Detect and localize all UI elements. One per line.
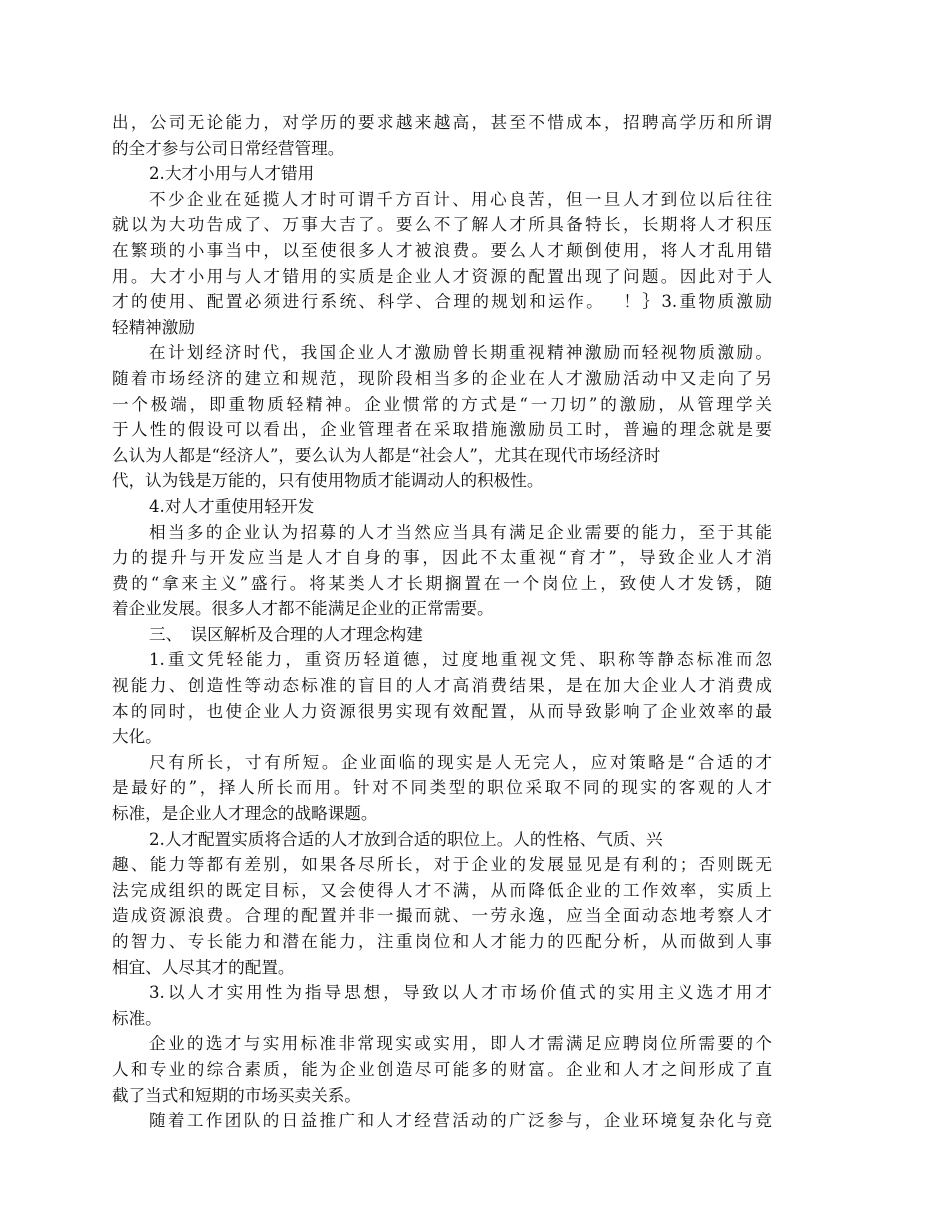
text-line: 出，公司无论能力，对学历的要求越来越高，甚至不惜成本，招聘高学历和所谓 (112, 113, 772, 132)
text-line: 用。大才小用与人才错用的实质是企业人才资源的配置出现了问题。因此对于人 (112, 266, 772, 286)
text-line: 的智力、专长能力和潜在能力，注重岗位和人才能力的匹配分析，从而做到人事 (112, 932, 772, 951)
text-line: 相当多的企业认为招募的人才当然应当具有满足企业需要的能力，至于其能 (149, 522, 772, 542)
text-line: 1.重文凭轻能力，重资历轻道德，过度地重视文凭、职称等静态标准而忽 (149, 650, 772, 670)
section-heading: 2.大才小用与人才错用 (149, 164, 315, 184)
text-line: 代，认为钱是万能的，只有使用物质才能调动人的积极性。 (112, 471, 544, 491)
text-line: 大化。 (112, 727, 162, 747)
text-line: 一个极端，即重物质轻精神。企业惯常的方式是“一刀切”的激励，从管理学关 (112, 394, 772, 414)
text-line: 企业的选才与实用标准非常现实或实用，即人才需满足应聘岗位所需要的个 (149, 1034, 772, 1054)
document-page (112, 110, 772, 1134)
text-line: 标准。 (112, 1008, 162, 1028)
text-line: 么认为人都是“经济人”，要么认为人都是“社会人”，尤其在现代市场经济时 (112, 445, 661, 465)
text-line: 的全才参与公司日常经营管理。 (112, 138, 345, 158)
text-line: 不少企业在延揽人才时可谓千方百计、用心良苦，但一旦人才到位以后往往 (149, 189, 772, 209)
text-line: 就以为大功告成了、万事大吉了。要么不了解人才所具备特长，长期将人才积压 (112, 215, 772, 235)
text-line: 趣、能力等都有差别，如果各尽所长，对于企业的发展显见是有利的；否则既无 (112, 855, 772, 875)
text-line: 于人性的假设可以看出，企业管理者在采取措施激励员工时，普遍的理念就是要 (112, 420, 772, 440)
text-line: 随着工作团队的日益推广和人才经营活动的广泛参与，企业环境复杂化与竞 (149, 1111, 772, 1131)
text-line: 3.以人才实用性为指导思想，导致以人才市场价值式的实用主义选才用才 (149, 983, 772, 1003)
text-line: 才的使用、配置必须进行系统、科学、合理的规划和运作。 ！｝3.重物质激励 (112, 292, 772, 312)
section-heading: 4.对人才重使用轻开发 (149, 496, 315, 516)
text-line: 截了当式和短期的市场买卖关系。 (112, 1085, 361, 1105)
text-line: 本的同时，也使企业人力资源很男实现有效配置，从而导致影响了企业效率的最 (112, 701, 772, 721)
text-line: 相宜、人尽其才的配置。 (112, 957, 295, 977)
text-line: 费的“拿来主义”盛行。将某类人才长期搁置在一个岗位上，致使人才发锈，随 (112, 573, 772, 593)
text-line: 是最好的”，择人所长而用。针对不同类型的职位采取不同的现实的客观的人才 (112, 778, 772, 798)
text-line: 视能力、创造性等动态标准的盲目的人才高消费结果，是在加大企业人才消费成 (112, 676, 772, 696)
text-line: 力的提升与开发应当是人才自身的事，因此不太重视“育才”，导致企业人才消 (112, 548, 772, 568)
text-line: 轻精神激励 (112, 317, 195, 337)
text-line: 2.人才配置实质将合适的人才放到合适的职位上。人的性格、气质、兴 (149, 829, 663, 849)
text-line: 标准，是企业人才理念的战略课题。 (112, 804, 378, 824)
text-line: 随着市场经济的建立和规范，现阶段相当多的企业在人才激励活动中又走向了另 (112, 368, 772, 388)
text-line: 在计划经济时代，我国企业人才激励曾长期重视精神激励而轻视物质激励。 (149, 343, 772, 363)
text-line: 在繁琐的小事当中，以至使很多人才被浪费。要么人才颠倒使用，将人才乱用错 (112, 240, 772, 260)
text-line: 尺有所长，寸有所短。企业面临的现实是人无完人，应对策略是“合适的才 (149, 752, 772, 772)
text-line: 着企业发展。很多人才都不能满足企业的正常需要。 (112, 599, 494, 619)
text-line: 法完成组织的既定目标，又会使得人才不满，从而降低企业的工作效率，实质上 (112, 880, 772, 900)
text-line: 造成资源浪费。合理的配置并非一撮而就、一劳永逸，应当全面动态地考察人才 (112, 906, 772, 926)
text-line: 人和专业的综合素质，能为企业创造尽可能多的财富。企业和人才之间形成了直 (112, 1059, 772, 1079)
section-heading: 三、 误区解析及合理的人才理念构建 (149, 624, 423, 644)
